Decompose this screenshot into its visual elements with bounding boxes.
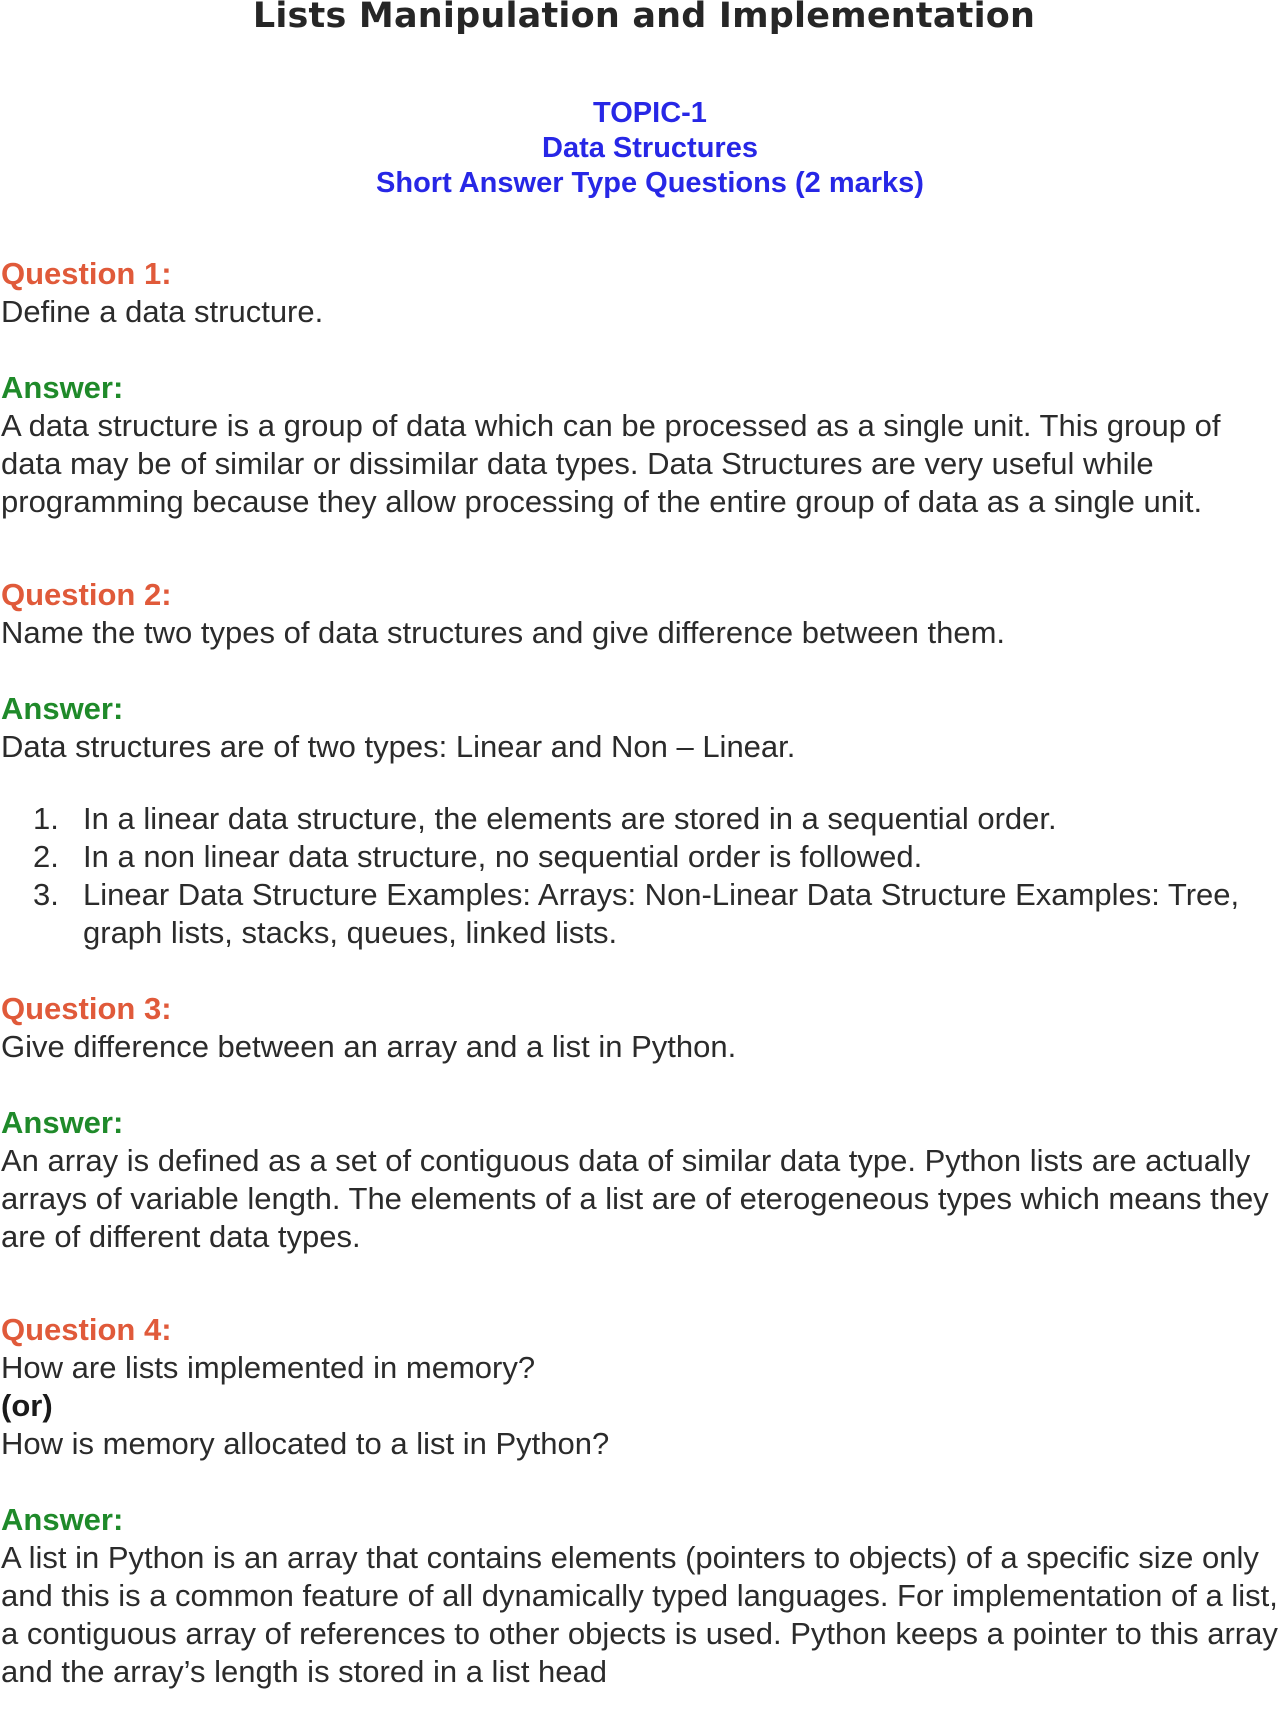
list-item-text: In a non linear data structure, no sequential order is followed.	[83, 839, 923, 874]
answer-text: An array is defined as a set of contiguous data of similar data type. Python lists are actually arrays of variable length. The elements of a list are of eterogeneous types which means they are of different data types.	[1, 1143, 1269, 1254]
question-block-2	[1, 576, 1288, 952]
question-text: Define a data structure.	[1, 294, 324, 329]
answer-label: Answer:	[1, 1502, 124, 1537]
section-heading: Short Answer Type Questions (2 marks)	[376, 167, 924, 199]
list-item-text: In a linear data structure, the elements are stored in a sequential order.	[83, 801, 1057, 836]
question-text: Name the two types of data structures and give difference between them.	[1, 615, 1006, 650]
answer-label: Answer:	[1, 1105, 124, 1140]
topic-heading-block	[0, 96, 1288, 201]
question-text: Give difference between an array and a list in Python.	[1, 1029, 737, 1064]
question-block-1	[1, 255, 1288, 521]
list-item	[1, 800, 1253, 838]
list-item-text: Linear Data Structure Examples: Arrays: Non-Linear Data Structure Examples: Tree, graph lists, stacks, queues, linked lists.	[83, 877, 1240, 950]
answer-label: Answer:	[1, 691, 124, 726]
list-item-number: 3.	[33, 877, 59, 912]
list-item	[1, 838, 1253, 876]
question-label: Question 3:	[1, 991, 172, 1026]
question-list	[1, 255, 1288, 1691]
document-title: Lists Manipulation and Implementation	[252, 0, 1036, 36]
answer-label: Answer:	[1, 370, 124, 405]
question-text: How are lists implemented in memory?	[1, 1350, 536, 1385]
list-item-number: 1.	[33, 801, 59, 836]
or-separator: (or)	[1, 1388, 53, 1423]
answer-text: Data structures are of two types: Linear and Non – Linear.	[1, 729, 796, 764]
list-item	[1, 876, 1253, 952]
question-block-3	[1, 990, 1288, 1256]
answer-numbered-list	[1, 800, 1288, 952]
question-label: Question 2:	[1, 577, 172, 612]
topic-number: TOPIC-1	[593, 97, 707, 129]
question-label: Question 4:	[1, 1312, 172, 1347]
list-item-number: 2.	[33, 839, 59, 874]
question-text-alternate: How is memory allocated to a list in Python?	[1, 1426, 610, 1461]
answer-text: A list in Python is an array that contains elements (pointers to objects) of a specific size only and this is a common feature of all dynamically typed languages. For implementation of a list, a contiguous array of references to other objects is used. Python keeps a pointer to this array and the array’s length is stored in a list head	[1, 1540, 1278, 1689]
topic-subtitle: Data Structures	[542, 132, 758, 164]
question-label: Question 1:	[1, 256, 172, 291]
question-block-4	[1, 1311, 1288, 1691]
answer-text: A data structure is a group of data which can be processed as a single unit. This group of data may be of similar or dissimilar data types. Data Structures are very useful while programming because they allow processing of the entire group of data as a single unit.	[1, 408, 1221, 519]
